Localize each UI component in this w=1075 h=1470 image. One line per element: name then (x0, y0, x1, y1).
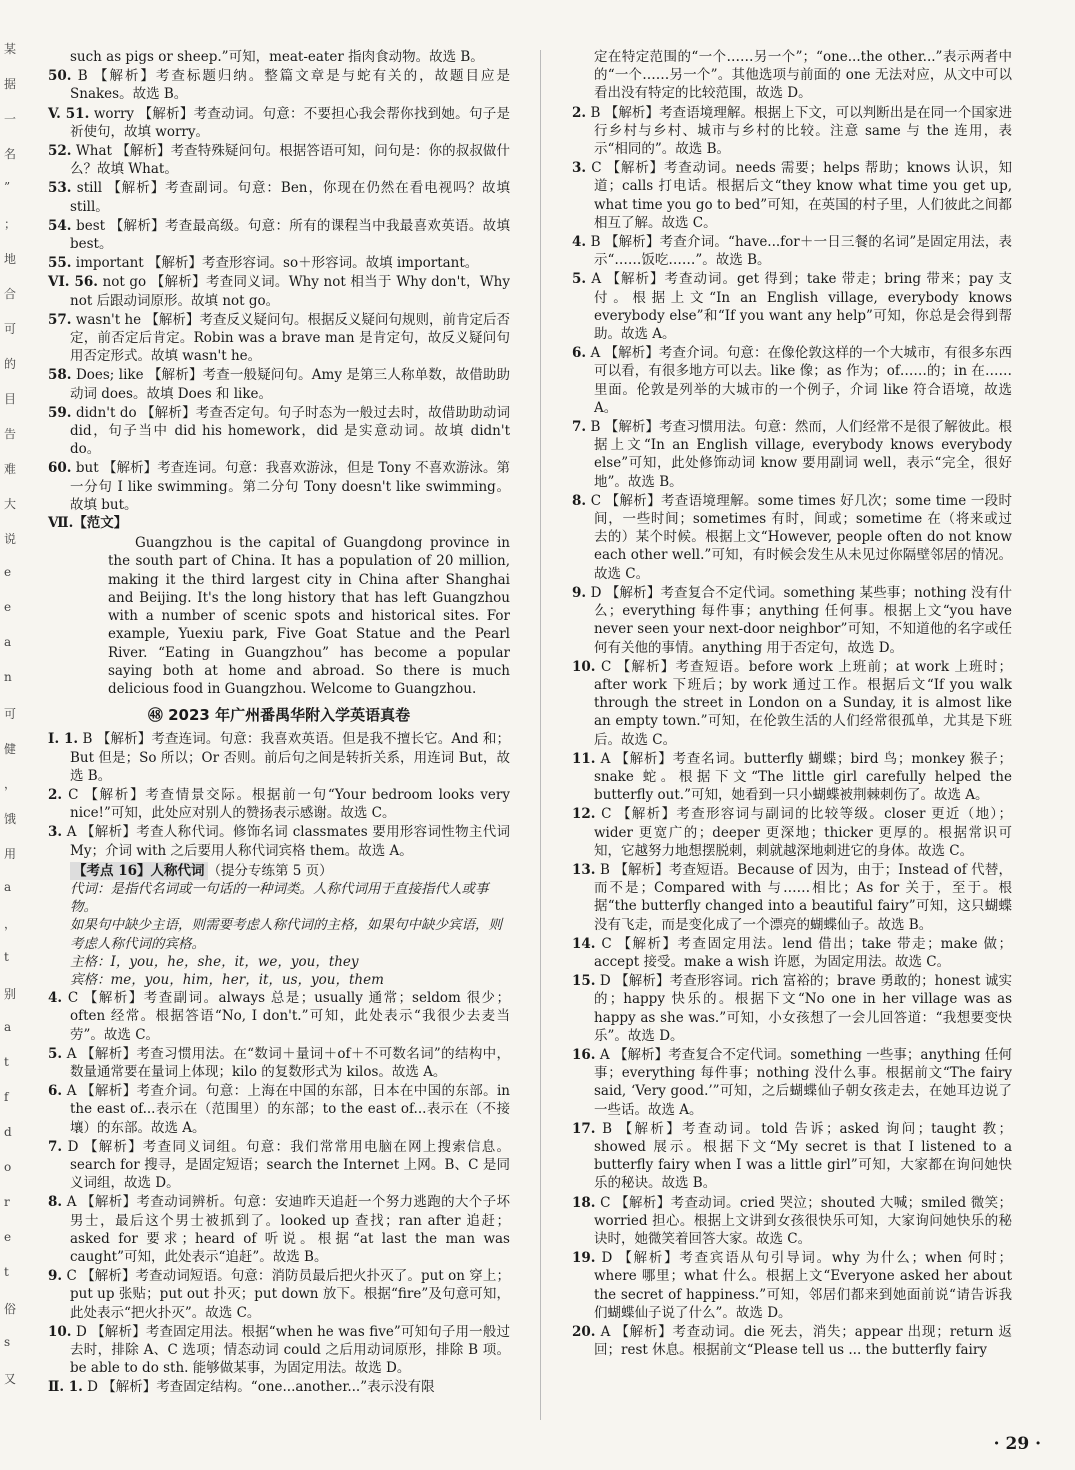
fanwen-essay: Guangzhou is the capital of Guangdong province in the south part of China. It has a population of 20 million, making it the third largest city in China after Shanghai and Beijing. It's the long history that has left Guangzhou with a number of scenic spots and historical sites. For example, Yuexiu park, Five Goat Statue and the Pearl River. “Eating in Guangzhou” has become a popular saying both at home and abroad. So there is much delicious food in Guangzhou. Welcome to Guangzhou. (108, 535, 510, 697)
answer-text: C 【解析】考查语境理解。some times 好几次；some time 一段时间，一些时间；sometimes 有时，间或；sometime 在（将来或过去的）某个时候。根据上文“However, people often do not know each other well.”可知，有时候会发生从未见过你隔壁邻居的情况。故选 C。 (590, 492, 1012, 582)
answer-text: Does; like 【解析】考查一般疑问句。Amy 是第三人称单数，故借助助动词 does。故填 Does 和 like。 (70, 367, 510, 402)
answer-number: 50. (48, 68, 72, 85)
answer-number: 13. (572, 861, 596, 878)
answer-item (572, 233, 1012, 269)
answer-text: wasn't he 【解析】考查反义疑问句。根据反义疑问句规则，前肯定后否定，前否定后肯定。Robin was a brave man 是肯定句，故反义疑问句用否定形式。故填 wasn't he。 (70, 311, 510, 365)
answer-item (572, 344, 1012, 417)
answer-text: A 【解析】考查名词。butterfly 蝴蝶；bird 鸟；monkey 猴子；snake 蛇。根据下文“The little girl carefully helped the butterfly out.”可知，她看到一只小蝴蝶被荆棘刺伤了。故选 A。 (594, 750, 1012, 804)
answer-number: 60. (48, 460, 72, 477)
answer-text: C 【解析】考查固定用法。lend 借出；take 带走；make 做；accept 接受。make a wish 许愿，为固定用法。故选 C。 (594, 935, 1012, 970)
answer-text: still 【解析】考查副词。句意：Ben，你现在仍然在看电视吗？故填 still。 (70, 180, 511, 215)
answer-item (48, 273, 510, 309)
page-number: · 29 · (993, 1434, 1041, 1454)
answer-number: 5. (48, 1045, 63, 1062)
gutter-fragment: 大 (4, 497, 17, 511)
gutter-fragment: a (4, 635, 12, 649)
answer-item (572, 584, 1012, 657)
gutter-fragment: e (4, 1230, 12, 1244)
gutter-fragment: 用 (4, 847, 17, 861)
answer-item (48, 1082, 510, 1137)
answer-number: 58. (48, 367, 72, 384)
gutter-fragment: e (4, 565, 12, 579)
answer-item (572, 1323, 1012, 1359)
answer-text: important 【解析】考查形容词。so＋形容词。故填 important。 (75, 255, 479, 272)
answer-text: B 【解析】考查连词。句意：我喜欢英语。但是我不擅长它。And 和；But 但是；So 所以；Or 否则。前后句之间是转折关系，用连词 But，故选 B。 (70, 731, 510, 784)
gutter-fragment: 据 (4, 77, 17, 91)
gutter-fragment: 目 (4, 392, 17, 406)
answer-number: 10. (572, 658, 596, 675)
gutter-fragment: n (4, 670, 12, 684)
answer-item (48, 48, 510, 66)
gutter-fragment: a (4, 880, 12, 894)
gutter-fragment: f (4, 1090, 9, 1104)
answer-number: 17. (572, 1120, 596, 1137)
gutter-fragment: 一 (4, 112, 17, 126)
answer-number: V. 51. (48, 105, 90, 122)
answer-text: C 【解析】考查副词。always 总是；usually 通常；seldom 很少；often 经常。根据答语“No, I don't.”可知，此处表示“我很少去麦当劳”。故选 C。 (67, 990, 510, 1043)
answer-number: 52. (48, 143, 72, 160)
gutter-fragment: 可 (4, 707, 17, 721)
answer-text: D 【解析】考查固定结构。“one...another...”表示没有限 (87, 1379, 435, 1396)
answer-number: 53. (48, 180, 72, 197)
gutter-fragment: t (4, 1265, 9, 1279)
gutter-fragment: 某 (4, 42, 17, 56)
gutter-fragment: 又 (4, 1372, 17, 1386)
answer-item (48, 67, 510, 103)
gutter-fragment: 名 (4, 147, 17, 161)
answer-item (48, 254, 510, 272)
answer-item (572, 418, 1012, 491)
answer-text: not go 【解析】考查同义词。Why not 相当于 Why don't，Why not 后跟动词原形。故填 not go。 (70, 274, 511, 309)
gutter-fragment: e (4, 600, 12, 614)
answer-text: such as pigs or sheep.”可知，meat-eater 指肉食动物。故选 B。 (70, 49, 484, 65)
answer-item (572, 1194, 1012, 1249)
answer-text: What 【解析】考查特殊疑问句。根据答语可知，问句是：你的叔叔做什么？故填 What。 (70, 143, 510, 178)
answer-item (572, 48, 1012, 103)
answer-number: 55. (48, 255, 72, 272)
answer-list-part3 (48, 989, 510, 1396)
left-gutter-fragments (0, 40, 26, 1440)
answer-list-part1 (48, 48, 510, 514)
answer-item (48, 142, 510, 178)
answer-text: D 【解析】考查同义词组。句意：我们常常用电脑在网上搜索信息。search for 搜寻，是固定短语；search the Internet 上网。B、C 是同义词组，故选 D。 (67, 1138, 510, 1192)
answer-item (48, 989, 510, 1044)
gutter-fragment: ； (4, 217, 17, 231)
answer-item (572, 1120, 1012, 1193)
kaodian-line: 如果句中缺少主语，则需要考虑人称代词的主格，如果句中缺少宾语，则考虑人称代词的宾格。 (70, 917, 502, 952)
answer-item (572, 159, 1012, 232)
answer-text: worry 【解析】考查动词。句意：不要担心我会帮你找到她。句子是祈使句，故填 worry。 (70, 105, 510, 140)
gutter-fragment: r (4, 1195, 10, 1209)
gutter-fragment: 合 (4, 287, 17, 301)
answer-item (48, 1045, 510, 1081)
answer-number: 2. (48, 786, 63, 803)
answer-item (48, 179, 510, 215)
answer-item (48, 311, 510, 366)
answer-number: 5. (572, 271, 587, 288)
answer-text: A 【解析】考查复合不定代词。something 一些事；anything 任何事；everything 每件事；nothing 没什么事。根据前文“The fairy said, ‘Very good.’”可知，之后蝴蝶仙子朝女孩走去，在她耳边说了一些话。故选 A。 (594, 1046, 1012, 1118)
fanwen-block (48, 514, 510, 698)
answer-text: B 【解析】考查介词。“have...for＋一日三餐的名词”是固定用法，表示“……饭吃……”。故选 B。 (590, 234, 1012, 269)
left-column (48, 48, 510, 1397)
gutter-fragment: 告 (4, 427, 17, 441)
answer-number: 7. (572, 419, 587, 436)
kaodian-note: （提分专练第 5 页） (207, 862, 333, 879)
answer-text: B 【解析】考查动词。told 告诉；asked 询问；taught 教；showed 展示。根据下文“My secret is that I listened to a butterfly fairy when I was a little girl”可知，大家都在询问她快乐的秘诀。故选 B。 (594, 1120, 1012, 1192)
gutter-fragment: a (4, 1020, 12, 1034)
answer-text: 定在特定范围的“一个……另一个”；“one...the other...”表示两者中的“一个……另一个”。其他选项与前面的 one 无法对应，从文中可以看出没有特定的比较范围，故选 D。 (594, 49, 1012, 102)
answer-text: B 【解析】考查短语。Because of 因为，由于；Instead of 代替，而不是；Compared with 与……相比；As for 关于，至于。根据“the butterfly changed into a beautiful fairy”可知，这只蝴蝶没有飞走，而是变化成了一个漂亮的蝴蝶仙子。故选 B。 (594, 861, 1012, 933)
answer-number: 57. (48, 311, 72, 328)
answer-item (572, 658, 1012, 749)
answer-item (48, 1138, 510, 1193)
answer-text: C 【解析】考查情景交际。根据前一句“Your bedroom looks very nice!”可知，此处应对别人的赞扬表示感谢。故选 C。 (68, 786, 510, 822)
answer-text: but 【解析】考查连词。句意：我喜欢游泳，但是 Tony 不喜欢游泳。第一分句 I like swimming。第二分句 Tony doesn't like swimming。故填 but。 (70, 460, 511, 513)
answer-item (48, 459, 510, 514)
answer-number: 14. (572, 935, 596, 952)
answer-text: A 【解析】考查介词。句意：上海在中国的东部，日本在中国的东部。in the east of...表示在（范围里）的东部；to the east of...表示在（不接壤）的东部。故选 A。 (66, 1083, 510, 1136)
answer-number: 6. (572, 345, 587, 362)
answer-item (48, 404, 510, 459)
answer-item (572, 104, 1012, 159)
gutter-fragment: ， (4, 917, 17, 931)
answer-item (572, 805, 1012, 860)
answer-text: didn't do 【解析】考查否定句。句子时态为一般过去时，故借助助动词 did，句子当中 did his homework，did 是实意动词。故填 didn't do。 (70, 404, 510, 458)
answer-number: 3. (572, 160, 587, 177)
gutter-fragment: o (4, 1160, 12, 1174)
answer-item (48, 217, 510, 253)
answer-number: 3. (48, 824, 63, 841)
answer-text: A 【解析】考查习惯用法。在“数词＋量词＋of＋不可数名词”的结构中，数量通常要在量词上体现；kilo 的复数形式为 kilos。故选 A。 (66, 1045, 511, 1080)
answer-item (572, 750, 1012, 805)
kaodian-lines (70, 880, 510, 989)
answer-number: 18. (572, 1194, 596, 1211)
answer-number: 4. (48, 990, 63, 1007)
answer-text: C 【解析】考查动词短语。句意：消防员最后把火扑灭了。put on 穿上；put up 张贴；put out 扑灭；put down 放下。根据“fire”及句意可知，此处表示“把火扑灭”。故选 C。 (66, 1268, 510, 1321)
answer-text: D 【解析】考查宾语从句引导词。why 为什么；when 何时；where 哪里；what 什么。根据上文“Everyone asked her about the secret of happiness.”可知，邻居们都来到她面前说“请告诉我们蝴蝶仙子说了什么”。故选 D。 (594, 1250, 1012, 1321)
kaodian-line: 宾格：me，you，him，her，it，us，you，them (70, 971, 384, 988)
answer-number: Ⅱ. 1. (48, 1379, 83, 1396)
gutter-fragment: 可 (4, 322, 17, 336)
answer-text: B 【解析】考查习惯用法。句意：然而，人们经常不是很了解彼此。根据上文“In an English village, everybody knows everybody else”可知，此处修饰动词 know 要用副词 well，表示“完全，很好地”。故选 B。 (590, 419, 1012, 490)
answer-item (48, 786, 510, 822)
answer-text: C 【解析】考查动词。cried 哭泣；shouted 大喊；smiled 微笑；worried 担心。根据上文讲到女孩很快乐可知，大家询问她快乐的秘诀时，她微笑着回答大家。故选 C。 (594, 1194, 1012, 1247)
answer-text: best 【解析】考查最高级。句意：所有的课程当中我最喜欢英语。故填 best。 (70, 217, 510, 253)
answer-text: C 【解析】考查形容词与副词的比较等级。closer 更近（地）；wider 更宽广的；deeper 更深地；thicker 更厚的。根据常识可知，它越努力地想摆脱刺，刺就越深地刺进它的身体。故选 C。 (594, 806, 1012, 859)
answer-number: 4. (572, 234, 587, 251)
answer-item (572, 861, 1012, 934)
answer-list-right (572, 48, 1012, 1359)
gutter-fragment: 饿 (4, 812, 17, 826)
answer-text: A 【解析】考查动词。die 死去，消失；appear 出现；return 返回；rest 休息。根据前文“Please tell us ... the butterfly fairy (594, 1324, 1012, 1359)
gutter-fragment: ” (4, 180, 11, 194)
answer-number: 54. (48, 217, 72, 234)
answer-number: 59. (48, 404, 72, 421)
answer-item (48, 1193, 510, 1266)
answer-text: A 【解析】考查动词。get 得到；take 带走；bring 带来；pay 支付。根据上文“In an English village, everybody knows everybody else”和“If you want any help”可知，你总是会得到帮助。故选 A。 (591, 271, 1012, 343)
kaodian-line: 主格：I，you，he，she，it，we，you，they (70, 953, 359, 970)
answer-number: 12. (572, 806, 596, 823)
gutter-fragment: d (4, 1125, 12, 1139)
answer-item (48, 823, 510, 859)
answer-item (572, 270, 1012, 343)
answer-number: 11. (572, 750, 596, 767)
answer-item (48, 366, 510, 402)
gutter-fragment: 地 (4, 252, 17, 266)
answer-number: VI. 56. (48, 274, 98, 291)
answer-text: B 【解析】考查语境理解。根据上下文，可以判断出是在同一个国家进行乡村与乡村、城市与乡村的比较。注意 same 与 the 连用，表示“相同的”。故选 B。 (590, 104, 1012, 158)
gutter-fragment: 别 (4, 987, 17, 1001)
answer-item (572, 972, 1012, 1045)
answer-text: C 【解析】考查动词。needs 需要；helps 帮助；knows 认识，知道；calls 打电话。根据后文“they know what time you get up, what time you go to bed”可知，在英国的村子里，人们彼此之间都相互了解。故选 C。 (591, 160, 1013, 231)
answer-text: A 【解析】考查介词。句意：在像伦敦这样的一个大城市，有很多东西可以看，有很多地方可以去。like 像；as 作为；of……的；in 在……里面。伦敦是列举的大城市的一个例子，介词 like 符合语境，故选 A。 (590, 345, 1012, 416)
answer-item (48, 1378, 510, 1396)
kaodian-line: 代词：是指代名词或一句话的一种词类。人称代词用于直接指代人或事物。 (70, 880, 489, 916)
section-title: ㊽ 2023 年广州番禺华附入学英语真卷 (147, 706, 411, 725)
answer-item (572, 1249, 1012, 1322)
column-divider (540, 50, 541, 1420)
answer-item (48, 105, 510, 141)
right-column (572, 48, 1012, 1359)
kaodian-box (70, 862, 510, 989)
gutter-fragment: ， (4, 777, 17, 791)
answer-item (572, 492, 1012, 583)
gutter-fragment: t (4, 1055, 9, 1069)
gutter-fragment: 说 (4, 532, 17, 546)
answer-text: C 【解析】考查短语。before work 上班前；at work 上班时；after work 下班后；by work 通过工作。根据后文“If you walk through the street in London on a Sunday, it is almost like an empty town.”可知，在伦敦生活的人们经常很孤单，尤其是下班后。故选 C。 (594, 658, 1012, 748)
answer-number: 16. (572, 1046, 596, 1063)
gutter-fragment: 俗 (4, 1302, 17, 1316)
answer-number: 2. (572, 104, 587, 121)
answer-number: 9. (572, 584, 587, 601)
answer-number: 6. (48, 1083, 63, 1100)
answer-number: 10. (48, 1323, 72, 1340)
answer-list-part2 (48, 730, 510, 859)
answer-number: 8. (48, 1194, 63, 1211)
answer-number: 8. (572, 492, 587, 509)
answer-number: 9. (48, 1268, 63, 1285)
gutter-fragment: s (4, 1335, 11, 1349)
answer-number: 20. (572, 1324, 596, 1341)
answer-item (572, 1046, 1012, 1119)
kaodian-head: 【考点 16】人称代词 (70, 862, 208, 880)
answer-number: Ⅰ. 1. (48, 731, 79, 748)
gutter-fragment: 难 (4, 462, 17, 476)
answer-item (48, 1267, 510, 1322)
answer-number: 19. (572, 1250, 596, 1267)
answer-text: A 【解析】考查动词辨析。句意：安迪昨天追赶一个努力逃跑的大个子坏男士，最后这个男士被抓到了。looked up 查找；ran after 追赶；asked for 要求；heard of 听说。根据“at last the man was caught”可知，此处表示“追赶”。故选 B。 (66, 1194, 510, 1265)
answer-item (572, 935, 1012, 971)
answer-text: D 【解析】考查形容词。rich 富裕的；brave 勇敢的；honest 诚实的；happy 快乐的。根据下文“No one in her village was as happy as she was.”可知，小女孩想了一会儿回答道：“我想要变快乐”。故选 D。 (594, 973, 1013, 1044)
answer-item (48, 1323, 510, 1378)
fanwen-label: Ⅶ.【范文】 (48, 515, 128, 532)
answer-text: A 【解析】考查人称代词。修饰名词 classmates 要用形容词性物主代词 My；介词 with 之后要用人称代词宾格 them。故选 A。 (66, 824, 510, 859)
gutter-fragment: 健 (4, 742, 17, 756)
answer-text: B 【解析】考查标题归纳。整篇文章是与蛇有关的，故题目应是 Snakes。故选 B。 (70, 68, 510, 103)
gutter-fragment: t (4, 950, 9, 964)
answer-text: D 【解析】考查固定用法。根据“when he was five”可知句子用一般过去时，排除 A、C 选项；情态动词 could 之后用动词原形，排除 B 项。be able to do sth. 能够做某事，为固定用法。故选 D。 (70, 1323, 510, 1377)
answer-number: 15. (572, 973, 596, 990)
answer-item (48, 730, 510, 785)
gutter-fragment: 的 (4, 357, 17, 371)
answer-number: 7. (48, 1138, 63, 1155)
answer-text: D 【解析】考查复合不定代词。something 某些事；nothing 没有什么；everything 每件事；anything 任何事。根据上文“you have never seen your next-door neighbor”可知，不知道他的名字或任何有关他的事情。anything 用于否定句，故选 D。 (590, 584, 1012, 656)
